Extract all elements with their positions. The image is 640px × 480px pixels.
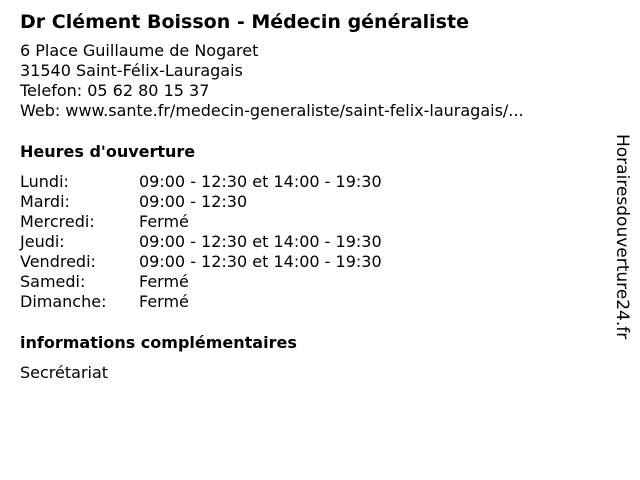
business-details bbox=[20, 10, 600, 383]
time-value: Fermé bbox=[139, 292, 189, 311]
hours-row-tuesday bbox=[20, 192, 600, 212]
time-value: 09:00 - 12:30 et 14:00 - 19:30 bbox=[139, 252, 382, 271]
time-value: Fermé bbox=[139, 272, 189, 291]
day-label: Lundi: bbox=[20, 172, 69, 191]
hours-row-saturday bbox=[20, 272, 600, 292]
hours-row-sunday bbox=[20, 292, 600, 312]
city-address: 31540 Saint-Félix-Lauragais bbox=[20, 61, 243, 80]
additional-info-heading: informations complémentaires bbox=[20, 333, 297, 352]
hours-row-monday bbox=[20, 172, 600, 192]
day-label: Samedi: bbox=[20, 272, 86, 291]
hours-row-wednesday bbox=[20, 212, 600, 232]
street-address: 6 Place Guillaume de Nogaret bbox=[20, 41, 259, 60]
day-label: Dimanche: bbox=[20, 292, 107, 311]
day-label: Mercredi: bbox=[20, 212, 95, 231]
time-value: Fermé bbox=[139, 212, 189, 231]
page-title: Dr Clément Boisson - Médecin généraliste bbox=[20, 11, 469, 33]
day-label: Jeudi: bbox=[20, 232, 65, 251]
website-link[interactable]: Web: www.sante.fr/medecin-generaliste/saint-felix-lauragais/... bbox=[20, 101, 524, 120]
contact-block bbox=[20, 41, 600, 121]
phone-number: Telefon: 05 62 80 15 37 bbox=[20, 81, 210, 100]
day-label: Vendredi: bbox=[20, 252, 96, 271]
hours-row-friday bbox=[20, 252, 600, 272]
time-value: 09:00 - 12:30 bbox=[139, 192, 248, 211]
opening-hours-table bbox=[20, 172, 600, 312]
hours-row-thursday bbox=[20, 232, 600, 252]
day-label: Mardi: bbox=[20, 192, 70, 211]
opening-hours-heading: Heures d'ouverture bbox=[20, 142, 196, 161]
brand-watermark: Horairesdouverture24.fr bbox=[612, 134, 632, 340]
time-value: 09:00 - 12:30 et 14:00 - 19:30 bbox=[139, 232, 382, 251]
time-value: 09:00 - 12:30 et 14:00 - 19:30 bbox=[139, 172, 382, 191]
additional-info-text: Secrétariat bbox=[20, 363, 109, 382]
